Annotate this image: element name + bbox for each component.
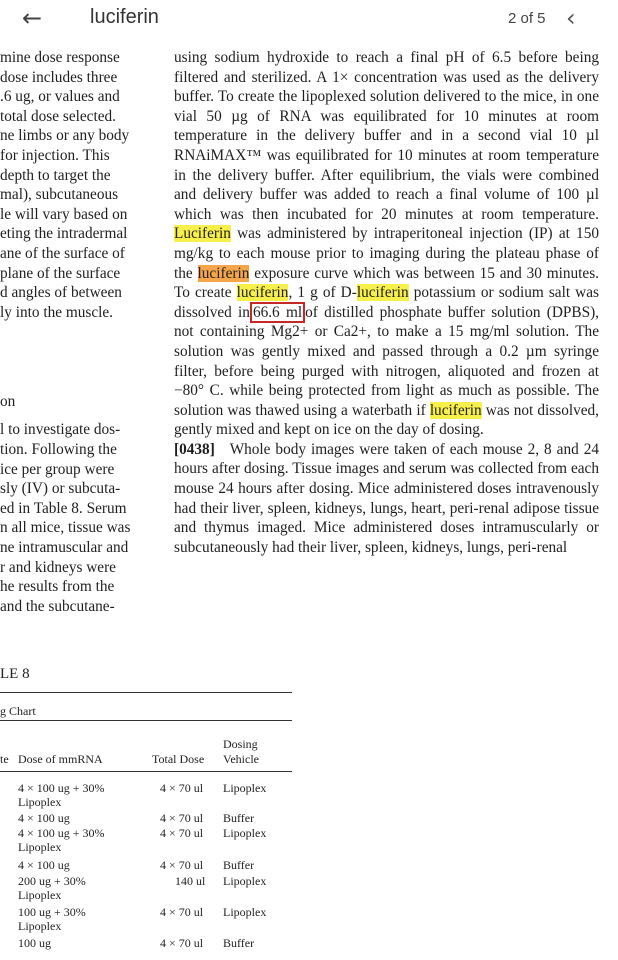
document-page xyxy=(0,38,618,960)
table-header: Dose of mmRNA xyxy=(18,752,103,766)
search-match-highlight[interactable]: luciferin xyxy=(356,284,409,302)
table-header-rule xyxy=(0,771,292,772)
arrow-left-icon[interactable]: ← xyxy=(22,4,43,32)
table-cell: 4 × 70 ul xyxy=(160,826,204,840)
left-column-line: ne limbs or any body xyxy=(0,127,130,144)
search-match-highlight[interactable]: luciferin xyxy=(429,401,482,419)
table-cell: 4 × 70 ul xyxy=(160,936,204,950)
left-column-line: mal), subcutaneous xyxy=(0,186,119,203)
table-header: Vehicle xyxy=(223,752,259,766)
table-cell: 200 ug + 30% xyxy=(18,874,86,888)
table-cell: 4 × 70 ul xyxy=(160,811,204,825)
search-match-highlight[interactable]: Luciferin xyxy=(174,225,231,243)
left-column-line: dose includes three xyxy=(0,69,118,86)
table-cell: Buffer xyxy=(223,811,255,825)
left-column-line: for injection. This xyxy=(0,147,110,164)
table-cell: Lipoplex xyxy=(18,919,62,933)
left-column-line: he results from the xyxy=(0,578,115,595)
table-cell: 4 × 100 ug + 30% xyxy=(18,826,105,840)
left-column-line: d angles of between xyxy=(0,284,122,301)
right-column-text xyxy=(174,48,599,557)
left-column-line: ne intramuscular and xyxy=(0,539,129,556)
table-cell: 4 × 70 ul xyxy=(160,905,204,919)
left-column-line: tion. Following the xyxy=(0,441,117,458)
table-cell: Lipoplex xyxy=(223,874,267,888)
table-header: Total Dose xyxy=(152,752,205,766)
table-cell: Buffer xyxy=(223,936,255,950)
paragraph-text: using sodium hydroxide to reach a final pH of 6.5 before being filtered and sterilized. A 1× concentration was used as the delivery buffer. To create the lipoplexed solution delivered to the mice, in one vial 50 µg of RNA was equilibrated for 10 minutes at room temperature in the delivery buffer and in a second vial 10 µl RNAiMAX™ was equilibrated for 10 minutes at room temperature in the delivery buffer. After equilibrium, the vials were combined and delivery buffer was added to reach a final volume of 100 µl which was then incubated for 20 minutes at room temperature. xyxy=(174,49,599,223)
table-cell: 100 ug xyxy=(18,936,51,950)
left-column-line: mine dose response xyxy=(0,49,120,66)
left-column-line: ice per group were xyxy=(0,461,115,478)
table-cell: Lipoplex xyxy=(223,826,267,840)
left-column-line: ed in Table 8. Serum xyxy=(0,500,127,517)
left-column-line: l to investigate dos- xyxy=(0,421,121,438)
left-column-line: depth to target the xyxy=(0,167,111,184)
match-counter: 2 of 5 xyxy=(508,10,546,27)
table-cell: Lipoplex xyxy=(18,888,62,902)
top-bar xyxy=(0,0,618,38)
table-title: LE 8 xyxy=(0,666,30,682)
left-column-line: le will vary based on xyxy=(0,206,128,223)
table-cell: 4 × 100 ug xyxy=(18,811,70,825)
search-term-title: luciferin xyxy=(90,6,159,28)
table-subtitle: g Chart xyxy=(0,704,36,718)
paragraph-text: of distilled phosphate buffer solution (DPBS), not containing Mg2+ or Ca2+, to make a 15 mg/ml solution. The solution was gently mixed and passed through a 0.2 µm syringe filter, before being purged with nitrogen, aliquoted and frozen at −80° C. while being protected from light as much as possible. The solution was thawed using a waterbath if xyxy=(174,303,600,419)
table-header: Dosing xyxy=(223,737,258,751)
paragraph-text: Whole body images were taken of each mouse 2, 8 and 24 hours after dosing. Tissue images and serum was collected from each mouse 24 hours after dosing. Mice administered doses intravenously had their liver, spleen, kidneys, lungs, heart, peri-renal adipose tissue and thymus imaged. Mice administered doses intramuscularly or subcutaneously had their liver, spleen, kidneys, lungs, peri-renal xyxy=(174,440,599,556)
left-column-line: ane of the surface of xyxy=(0,245,125,262)
table-cell: 140 ul xyxy=(175,874,206,888)
current-match-highlight[interactable]: luciferin xyxy=(197,264,250,282)
paragraph-number: [0438] xyxy=(174,440,215,458)
left-column-line: total dose selected. xyxy=(0,108,116,125)
search-match-highlight[interactable]: luciferin xyxy=(236,284,289,302)
table-cell: Lipoplex xyxy=(223,781,267,795)
table-cell: Lipoplex xyxy=(18,795,62,809)
table-cell: 100 ug + 30% xyxy=(18,905,86,919)
left-column-line: and the subcutane- xyxy=(0,598,115,615)
table-rule xyxy=(0,720,292,721)
paragraph-text: was administered by intraperitoneal injection (IP) at 150 mg/kg to each mouse prior to imaging during the plateau phase of the xyxy=(174,225,599,282)
table-cell: 4 × 70 ul xyxy=(160,858,204,872)
paragraph-text: potassium or sodium salt was dissolved in xyxy=(174,284,599,321)
paragraph-text: , 1 g of D- xyxy=(288,284,357,302)
table-cell: Lipoplex xyxy=(223,905,267,919)
left-column-heading: on xyxy=(0,393,16,410)
table-cell: 4 × 100 ug + 30% xyxy=(18,781,105,795)
table-cell: Lipoplex xyxy=(18,840,62,854)
table-cell: Buffer xyxy=(223,858,255,872)
table-top-rule xyxy=(0,692,292,693)
table-header: te xyxy=(0,752,9,766)
left-column-line: eting the intradermal xyxy=(0,225,128,242)
left-column-line: plane of the surface xyxy=(0,265,121,282)
left-column-line: .6 ug, or values and xyxy=(0,88,120,105)
left-column-line: sly (IV) or subcuta- xyxy=(0,480,121,497)
paragraph-text: exposure curve which was between 15 and 30 minutes. To create xyxy=(174,264,599,302)
table-cell: 4 × 100 ug xyxy=(18,858,70,872)
table-cell: 4 × 70 ul xyxy=(160,781,204,795)
chevron-left-icon[interactable]: ‹ xyxy=(566,4,576,32)
left-column-line: ly into the muscle. xyxy=(0,304,114,321)
paragraph-text: was not dissolved, gently mixed and kept on ice on the day of dosing. xyxy=(174,401,600,439)
left-column-line: n all mice, tissue was xyxy=(0,519,131,536)
boxed-annotation: 66.6 ml xyxy=(250,302,305,323)
left-column-line: r and kidneys were xyxy=(0,559,116,576)
